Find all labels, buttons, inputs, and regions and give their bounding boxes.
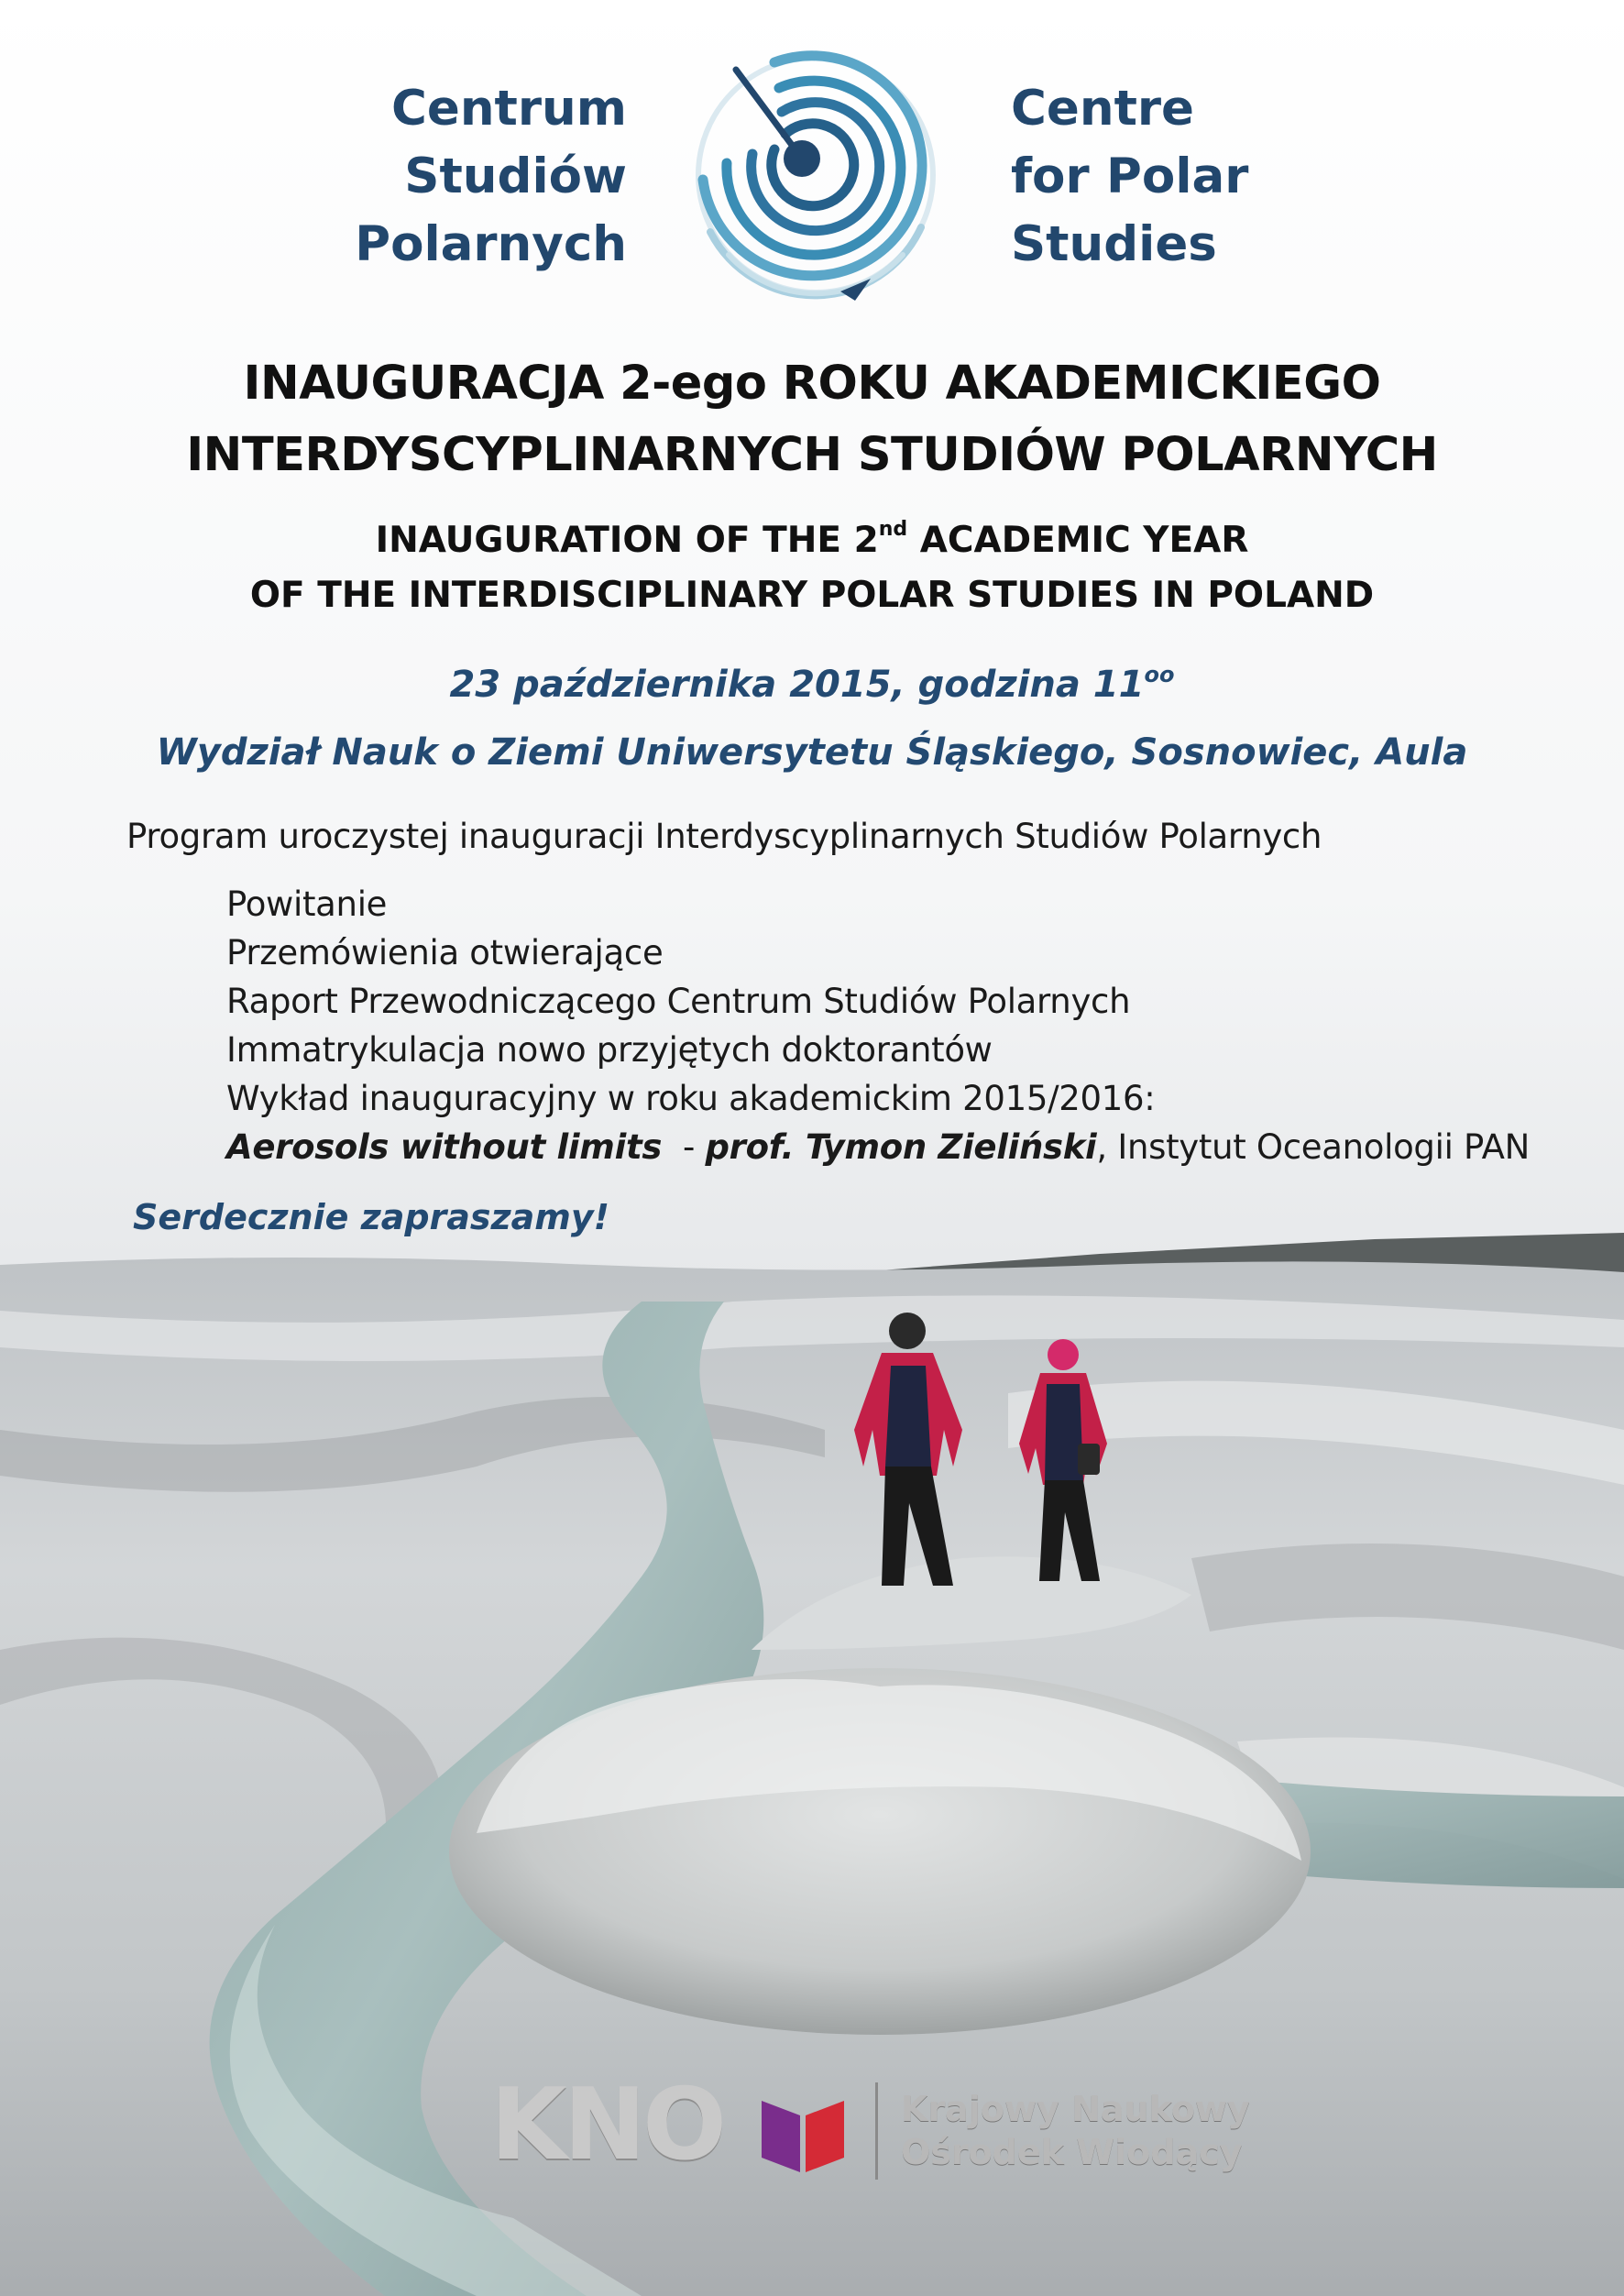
program-list (226, 880, 1530, 1171)
kno-divider (875, 2082, 878, 2180)
logo-left-line-1: Centrum (390, 81, 627, 137)
kno-logo (490, 2068, 1250, 2182)
lecture-institution: , Instytut Oceanologii PAN (1096, 1127, 1531, 1167)
logo-text-polish (355, 75, 627, 279)
event-location: Wydział Nauk o Ziemi Uniwersytetu Śląskiego, Sosnowiec, Aula (156, 731, 1468, 774)
event-info (0, 651, 1624, 786)
globe-spiral-icon (674, 26, 949, 310)
kno-line-1: Krajowy Naukowy (901, 2089, 1250, 2129)
logo-text-english (1011, 75, 1248, 279)
title-english (0, 513, 1624, 623)
program-item: Immatrykulacja nowo przyjętych doktorantów (226, 1030, 993, 1070)
program-item: Przemówienia otwierające (226, 933, 664, 972)
title-polish-line-2: INTERDYSCYPLINARNYCH STUDIÓW POLARNYCH (186, 428, 1438, 482)
kno-letters: KNO (490, 2068, 723, 2182)
time-minutes: oo (1144, 662, 1175, 687)
logo-right-line-1: Centre (1011, 81, 1194, 137)
title-english-line-2: OF THE INTERDISCIPLINARY POLAR STUDIES IN POLAND (249, 575, 1375, 616)
program-item: Powitanie (226, 884, 388, 924)
ordinal-suffix: nd (878, 518, 908, 541)
logo-left-line-2: Studiów (404, 148, 627, 204)
title-polish (0, 348, 1624, 491)
kno-line-2: Ośrodek Wiodący (901, 2132, 1243, 2172)
program-item: Raport Przewodniczącego Centrum Studiów Polarnych (226, 982, 1131, 1021)
program-heading: Program uroczystej inauguracji Interdyscyplinarnych Studiów Polarnych (126, 817, 1322, 856)
closing-invitation: Serdecznie zapraszamy! (133, 1197, 609, 1237)
lecture-speaker: prof. Tymon Zieliński (705, 1127, 1097, 1167)
program-item: Wykład inauguracyjny w roku akademickim 2015/2016: (226, 1079, 1156, 1118)
event-date: 23 października 2015, godzina $11^{oo}$ (449, 662, 1175, 706)
lecture-separator: - (662, 1127, 706, 1167)
lecture-title: Aerosols without limits (226, 1127, 663, 1167)
logo-left-line-3: Polarnych (355, 216, 627, 272)
program-lecture (226, 1123, 1530, 1171)
title-polish-line-1: INAUGURACJA 2-ego ROKU AKADEMICKIEGO (243, 357, 1381, 411)
book-icon (758, 2092, 848, 2174)
logo-right-line-3: Studies (1011, 216, 1217, 272)
title-english-line-1: INAUGURATION OF THE 2nd ACADEMIC YEAR (375, 518, 1249, 561)
logo-right-line-2: for Polar (1011, 148, 1249, 204)
kno-text (901, 2088, 1250, 2174)
